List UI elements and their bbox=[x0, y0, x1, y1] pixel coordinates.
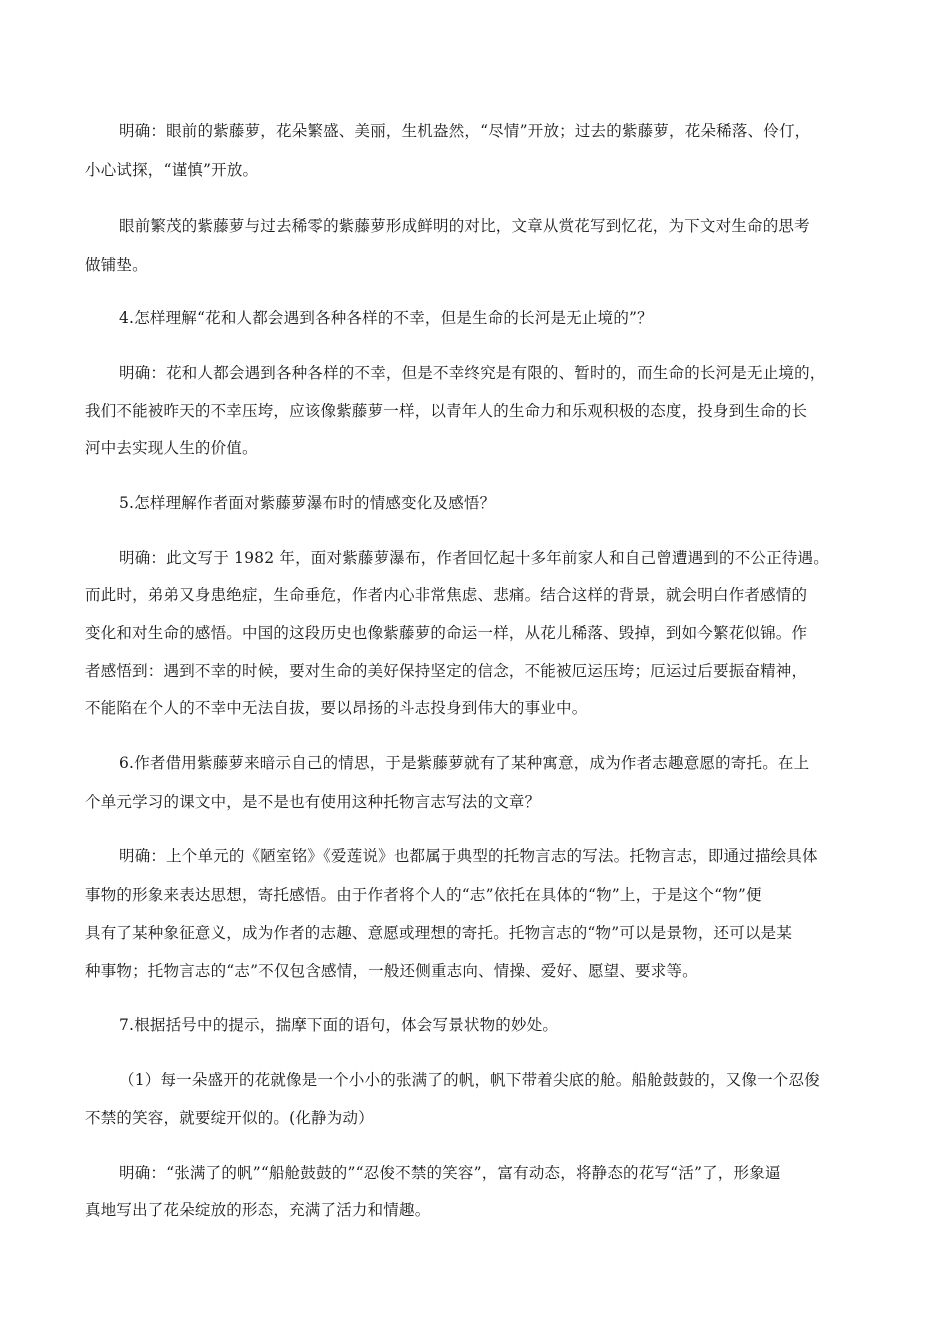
text-line: 变化和对生命的感悟。中国的这段历史也像紫藤萝的命运一样，从花儿稀落、毁掉，到如今繁花似锦。作 bbox=[85, 624, 808, 642]
text-line: 4.怎样理解“花和人都会遇到各种各样的不幸，但是生命的长河是无止境的”？ bbox=[119, 309, 653, 327]
text-line: 不能陷在个人的不幸中无法自拔，要以昂扬的斗志投身到伟大的事业中。 bbox=[85, 699, 588, 717]
text-line: 明确：“张满了的帆”“船舱鼓鼓的”“忍俊不禁的笑容”，富有动态，将静态的花写“活”了，形象逼 bbox=[119, 1164, 781, 1182]
text-line: 河中去实现人生的价值。 bbox=[85, 439, 258, 457]
text-line: 眼前繁茂的紫藤萝与过去稀零的紫藤萝形成鲜明的对比，文章从赏花写到忆花，为下文对生命的思考 bbox=[119, 217, 810, 235]
text-line: 具有了某种象征意义，成为作者的志趣、意愿或理想的寄托。托物言志的“物”可以是景物，还可以是某 bbox=[85, 924, 793, 942]
text-line: 个单元学习的课文中，是不是也有使用这种托物言志写法的文章？ bbox=[85, 793, 541, 811]
text-line: 明确：此文写于 1982 年，面对紫藤萝瀑布，作者回忆起十多年前家人和自己曾遭遇到的不公正待遇。 bbox=[119, 549, 829, 567]
text-line: 小心试探，“谨慎”开放。 bbox=[85, 161, 259, 179]
text-line: 做铺垫。 bbox=[85, 256, 148, 274]
text-line: 5.怎样理解作者面对紫藤萝瀑布时的情感变化及感悟？ bbox=[119, 494, 496, 512]
text-line: 我们不能被昨天的不幸压垮，应该像紫藤萝一样，以青年人的生命力和乐观积极的态度，投身到生命的长 bbox=[85, 402, 808, 420]
text-line: 者感悟到：遇到不幸的时候，要对生命的美好保持坚定的信念，不能被厄运压垮；厄运过后要振奋精神， bbox=[85, 662, 808, 680]
text-line: 种事物；托物言志的“志”不仅包含感情，一般还侧重志向、情操、爱好、愿望、要求等。 bbox=[85, 962, 698, 980]
text-line: 而此时，弟弟又身患绝症，生命垂危，作者内心非常焦虑、悲痛。结合这样的背景，就会明白作者感情的 bbox=[85, 586, 808, 604]
text-line: 明确：上个单元的《陋室铭》《爱莲说》也都属于典型的托物言志的写法。托物言志，即通过描绘具体 bbox=[119, 847, 818, 865]
text-line: 真地写出了花朵绽放的形态，充满了活力和情趣。 bbox=[85, 1201, 431, 1219]
text-line: 明确：眼前的紫藤萝，花朵繁盛、美丽，生机盎然，“尽情”开放；过去的紫藤萝，花朵稀落、伶仃， bbox=[119, 122, 811, 140]
text-line: 7.根据括号中的提示，揣摩下面的语句，体会写景状物的妙处。 bbox=[119, 1016, 559, 1034]
text-line: 6.作者借用紫藤萝来暗示自己的情思，于是紫藤萝就有了某种寓意，成为作者志趣意愿的寄托。在上 bbox=[119, 754, 810, 772]
text-line: 明确：花和人都会遇到各种各样的不幸，但是不幸终究是有限的、暂时的，而生命的长河是无止境的， bbox=[119, 364, 826, 382]
text-line: 事物的形象来表达思想，寄托感悟。由于作者将个人的“志”依托在具体的“物”上，于是这个“物”便 bbox=[85, 886, 762, 904]
text-line: （1）每一朵盛开的花就像是一个小小的张满了的帆，帆下带着尖底的舱。船舱鼓鼓的，又像一个忍俊 bbox=[119, 1071, 820, 1089]
text-line: 不禁的笑容，就要绽开似的。(化静为动） bbox=[85, 1109, 374, 1127]
